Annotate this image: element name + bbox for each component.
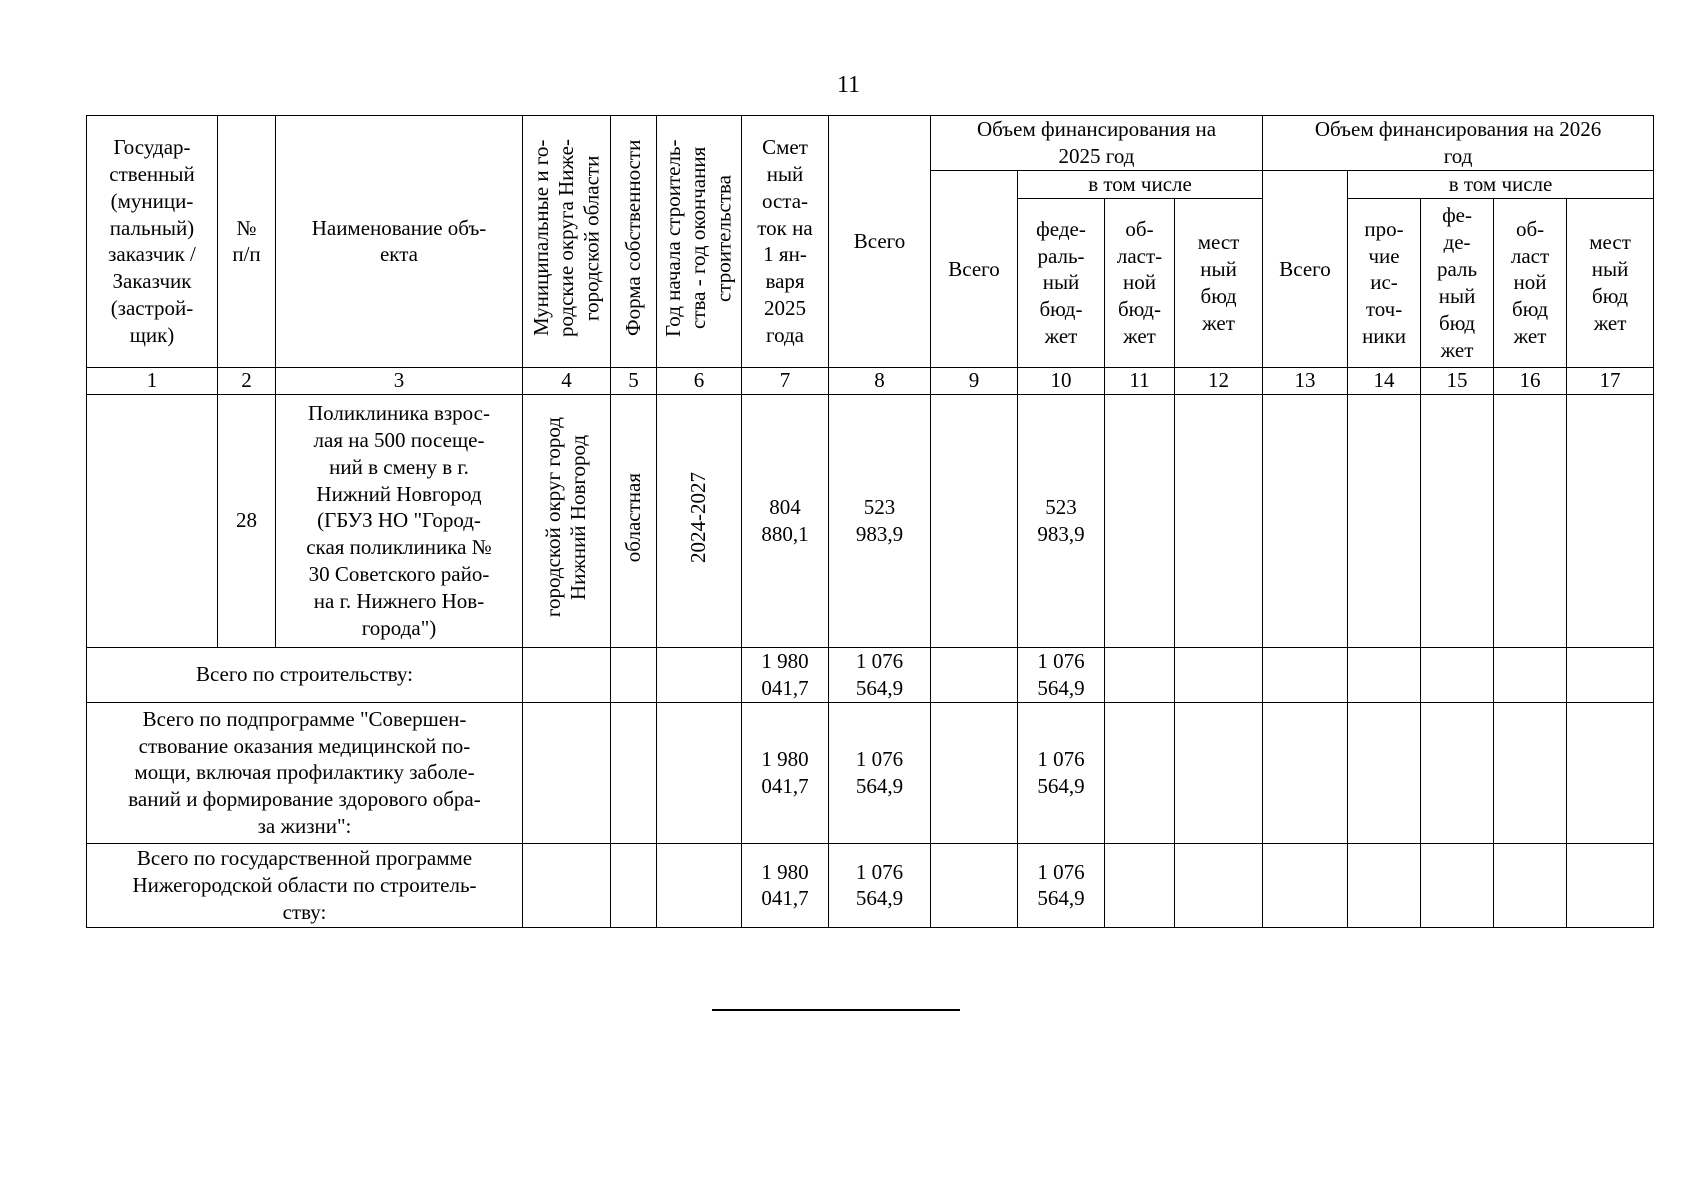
cell-empty [1421,702,1494,843]
cell-empty [1263,843,1348,927]
header-other-2025: про- чие ис- точ- ники [1348,198,1421,367]
cell-estimate: 804 880,1 [742,394,829,647]
cell-estimate: 1 980 041,7 [742,702,829,843]
cell-empty [1175,843,1263,927]
column-number: 17 [1567,367,1654,394]
cell-local-2026 [1494,394,1567,647]
cell-empty [611,647,657,702]
cell-other-2025 [1175,394,1263,647]
column-number: 13 [1263,367,1348,394]
cell-object-name: Поликлиника взрос- лая на 500 посеще- ний в смену в г. Нижний Новгород (ГБУЗ НО "Город- ская поликлиника № 30 Советского райо- на г. Нижнего Нов- города") [276,394,523,647]
cell-empty [1105,647,1175,702]
header-regional-2026: об- ласт ной бюд жет [1494,198,1567,367]
table-row-total-construction [87,647,1654,702]
cell-empty [1348,647,1421,702]
header-customer: Государ- ственный (муници- пальный) заказчик / Заказчик (застрой- щик) [87,116,218,368]
cell-customer [87,394,218,647]
cell-empty [523,647,611,702]
cell-federal-2025 [931,843,1018,927]
cell-federal-2025 [931,647,1018,702]
cell-federal-2026 [1348,394,1421,647]
cell-estimate: 1 980 041,7 [742,843,829,927]
header-row-1 [87,116,1654,171]
cell-empty [657,647,742,702]
table-row-total-state-program [87,843,1654,927]
column-number: 1 [87,367,218,394]
cell-municipal-text: городской округ город Нижний Новгород [541,417,591,618]
header-fin-2025: Объем финансирования на 2025 год [931,116,1263,171]
cell-regional-2025: 1 076 564,9 [1018,702,1105,843]
header-federal-2025: феде- раль- ный бюд- жет [1018,198,1105,367]
column-number: 6 [657,367,742,394]
cell-total: 1 076 564,9 [829,843,931,927]
column-number: 5 [611,367,657,394]
column-number: 7 [742,367,829,394]
cell-estimate: 1 980 041,7 [742,647,829,702]
header-2025-incl: в том числе [1018,171,1263,199]
cell-empty [1421,843,1494,927]
cell-empty [1263,702,1348,843]
cell-regional-2025: 523 983,9 [1018,394,1105,647]
cell-empty [1494,702,1567,843]
cell-empty [1494,843,1567,927]
header-ownership-text: Форма собственности [620,139,645,337]
cell-empty [1175,702,1263,843]
header-local-2026: мест ный бюд жет [1567,198,1654,367]
header-years [657,116,742,368]
cell-empty [1348,843,1421,927]
table-row-object-28 [87,394,1654,647]
cell-local-2025 [1105,394,1175,647]
header-fin-2026: Объем финансирования на 2026 год [1263,116,1654,171]
column-number: 8 [829,367,931,394]
header-2026-incl: в том числе [1348,171,1654,199]
cell-total: 1 076 564,9 [829,702,931,843]
header-municipal-text: Муниципальные и го- родские округа Ниже- городской области [528,139,604,337]
column-number: 11 [1105,367,1175,394]
column-number: 9 [931,367,1018,394]
header-name: Наименование объ- екта [276,116,523,368]
header-total: Всего [829,116,931,368]
column-number: 3 [276,367,523,394]
header-federal-2026: фе- де- раль ный бюд жет [1421,198,1494,367]
cell-municipal [523,394,611,647]
cell-num: 28 [218,394,276,647]
column-number: 14 [1348,367,1421,394]
column-numbers-row [87,367,1654,394]
cell-empty [1567,702,1654,843]
column-number: 15 [1421,367,1494,394]
cell-total: 523 983,9 [829,394,931,647]
header-regional-2025: об- ласт- ной бюд- жет [1105,198,1175,367]
cell-total-subprogram-label: Всего по подпрограмме "Совершен- ствование оказания медицинской по- мощи, включая профилактику заболе- ваний и формирование здорового обра- за жизни": [87,702,523,843]
cell-total-construction-label: Всего по строительству: [87,647,523,702]
cell-empty [1263,647,1348,702]
cell-empty [1105,702,1175,843]
cell-empty [657,843,742,927]
table-row-total-subprogram [87,702,1654,843]
header-ownership [611,116,657,368]
cell-total-2026 [1263,394,1348,647]
page-number: 11 [836,72,861,98]
cell-years [657,394,742,647]
header-2026-total: Всего [1263,171,1348,368]
construction-financing-table [86,115,1654,928]
column-number: 4 [523,367,611,394]
column-number: 12 [1175,367,1263,394]
cell-empty [611,702,657,843]
header-municipal [523,116,611,368]
cell-years-text: 2024-2027 [686,471,711,563]
cell-empty [1567,647,1654,702]
cell-empty [1567,843,1654,927]
cell-ownership-text: областная [620,472,645,563]
cell-total-state-program-label: Всего по государственной программе Нижегородской области по строитель- ству: [87,843,523,927]
cell-empty [523,702,611,843]
closing-rule-line [712,1009,960,1011]
cell-empty [1421,647,1494,702]
header-num: № п/п [218,116,276,368]
header-estimate: Смет ный оста- ток на 1 ян- варя 2025 года [742,116,829,368]
cell-empty [1175,647,1263,702]
header-years-text: Год начала строитель- ства - год окончания строительства [661,139,736,337]
column-number: 2 [218,367,276,394]
cell-empty [611,843,657,927]
cell-regional-2025: 1 076 564,9 [1018,647,1105,702]
cell-empty [657,702,742,843]
column-number: 10 [1018,367,1105,394]
column-number: 16 [1494,367,1567,394]
cell-federal-2025 [931,394,1018,647]
cell-regional-2026 [1421,394,1494,647]
header-local-2025: мест ный бюд жет [1175,198,1263,367]
cell-empty [523,843,611,927]
cell-federal-2025 [931,702,1018,843]
cell-ownership [611,394,657,647]
cell-empty [1348,702,1421,843]
cell-total: 1 076 564,9 [829,647,931,702]
header-2025-total: Всего [931,171,1018,368]
cell-empty [1105,843,1175,927]
cell-empty [1494,647,1567,702]
cell-regional-2025: 1 076 564,9 [1018,843,1105,927]
cell-other-2026 [1567,394,1654,647]
